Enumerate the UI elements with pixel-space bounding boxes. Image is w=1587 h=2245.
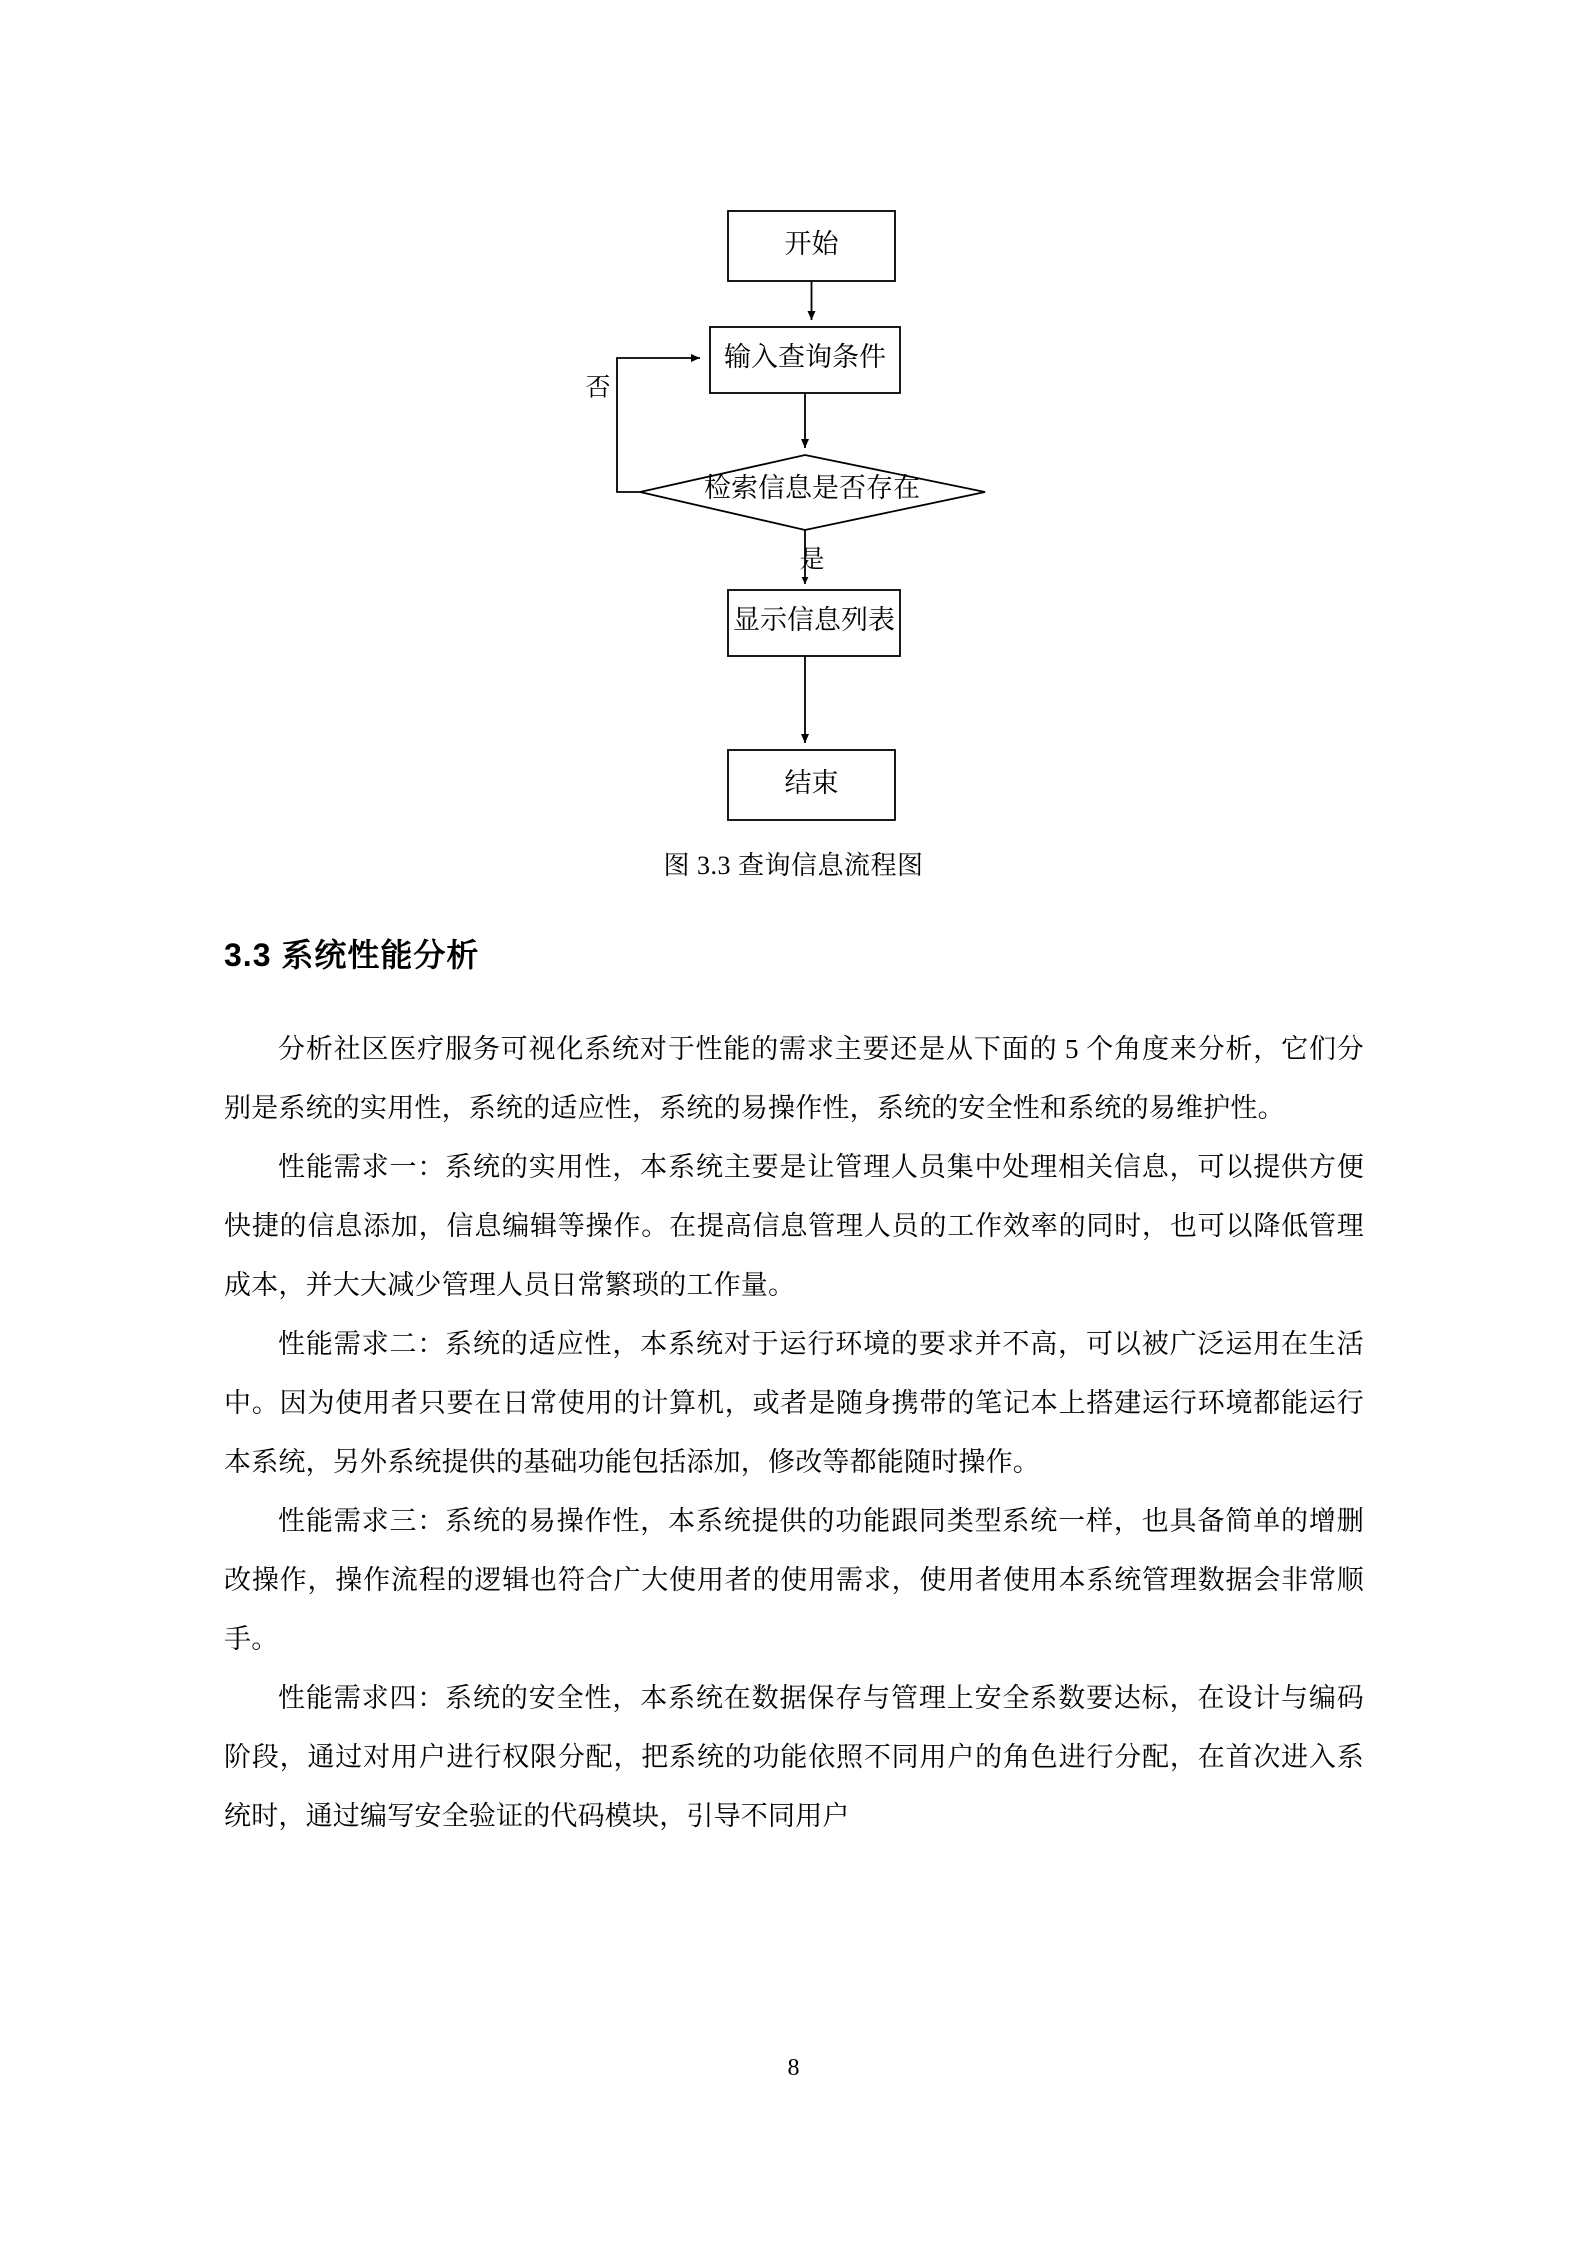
flow-node-decision-label: 检索信息是否存在 xyxy=(704,473,920,504)
flow-node-start xyxy=(728,211,895,281)
figure-caption: 图 3.3 查询信息流程图 xyxy=(663,851,924,880)
paragraph: 性能需求三：系统的易操作性，本系统提供的功能跟同类型系统一样，也具备简单的增删改操作，操作流程的逻辑也符合广大使用者的使用需求，使用者使用本系统管理数据会非常顺手。 xyxy=(224,1506,1364,1654)
document-body xyxy=(224,930,1364,1846)
page-number: 8 xyxy=(787,2055,800,2081)
flowchart-svg xyxy=(0,0,1587,900)
flow-node-end xyxy=(728,750,895,820)
paragraph: 性能需求一：系统的实用性，本系统主要是让管理人员集中处理相关信息，可以提供方便快捷的信息添加，信息编辑等操作。在提高信息管理人员的工作效率的同时，也可以降低管理成本，并大大减少管理人员日常繁琐的工作量。 xyxy=(224,1152,1364,1300)
flow-node-end-label: 结束 xyxy=(784,768,839,799)
flow-node-display-label: 显示信息列表 xyxy=(733,605,895,636)
paragraph: 分析社区医疗服务可视化系统对于性能的需求主要还是从下面的 5 个角度来分析，它们分别是系统的实用性，系统的适应性，系统的易操作性，系统的安全性和系统的易维护性。 xyxy=(224,1034,1364,1123)
flow-node-input xyxy=(710,327,900,393)
flow-edge-label-yes: 是 xyxy=(799,546,825,574)
flow-edge-decision-to-input xyxy=(617,358,700,492)
flow-node-decision xyxy=(640,455,985,530)
flowchart-figure xyxy=(0,0,1587,900)
section-heading: 3.3 系统性能分析 xyxy=(224,937,480,973)
paragraph: 性能需求二：系统的适应性，本系统对于运行环境的要求并不高，可以被广泛运用在生活中。因为使用者只要在日常使用的计算机，或者是随身携带的笔记本上搭建运行环境都能运行本系统，另外系统提供的基础功能包括添加，修改等都能随时操作。 xyxy=(224,1329,1364,1477)
flow-edge-label-no: 否 xyxy=(585,374,611,402)
flow-node-display xyxy=(728,590,900,656)
paragraph: 性能需求四：系统的安全性，本系统在数据保存与管理上安全系数要达标，在设计与编码阶段，通过对用户进行权限分配，把系统的功能依照不同用户的角色进行分配，在首次进入系统时，通过编写安全验证的代码模块，引导不同用户 xyxy=(224,1683,1364,1831)
flow-node-input-label: 输入查询条件 xyxy=(724,342,886,373)
flow-node-start-label: 开始 xyxy=(784,229,839,260)
